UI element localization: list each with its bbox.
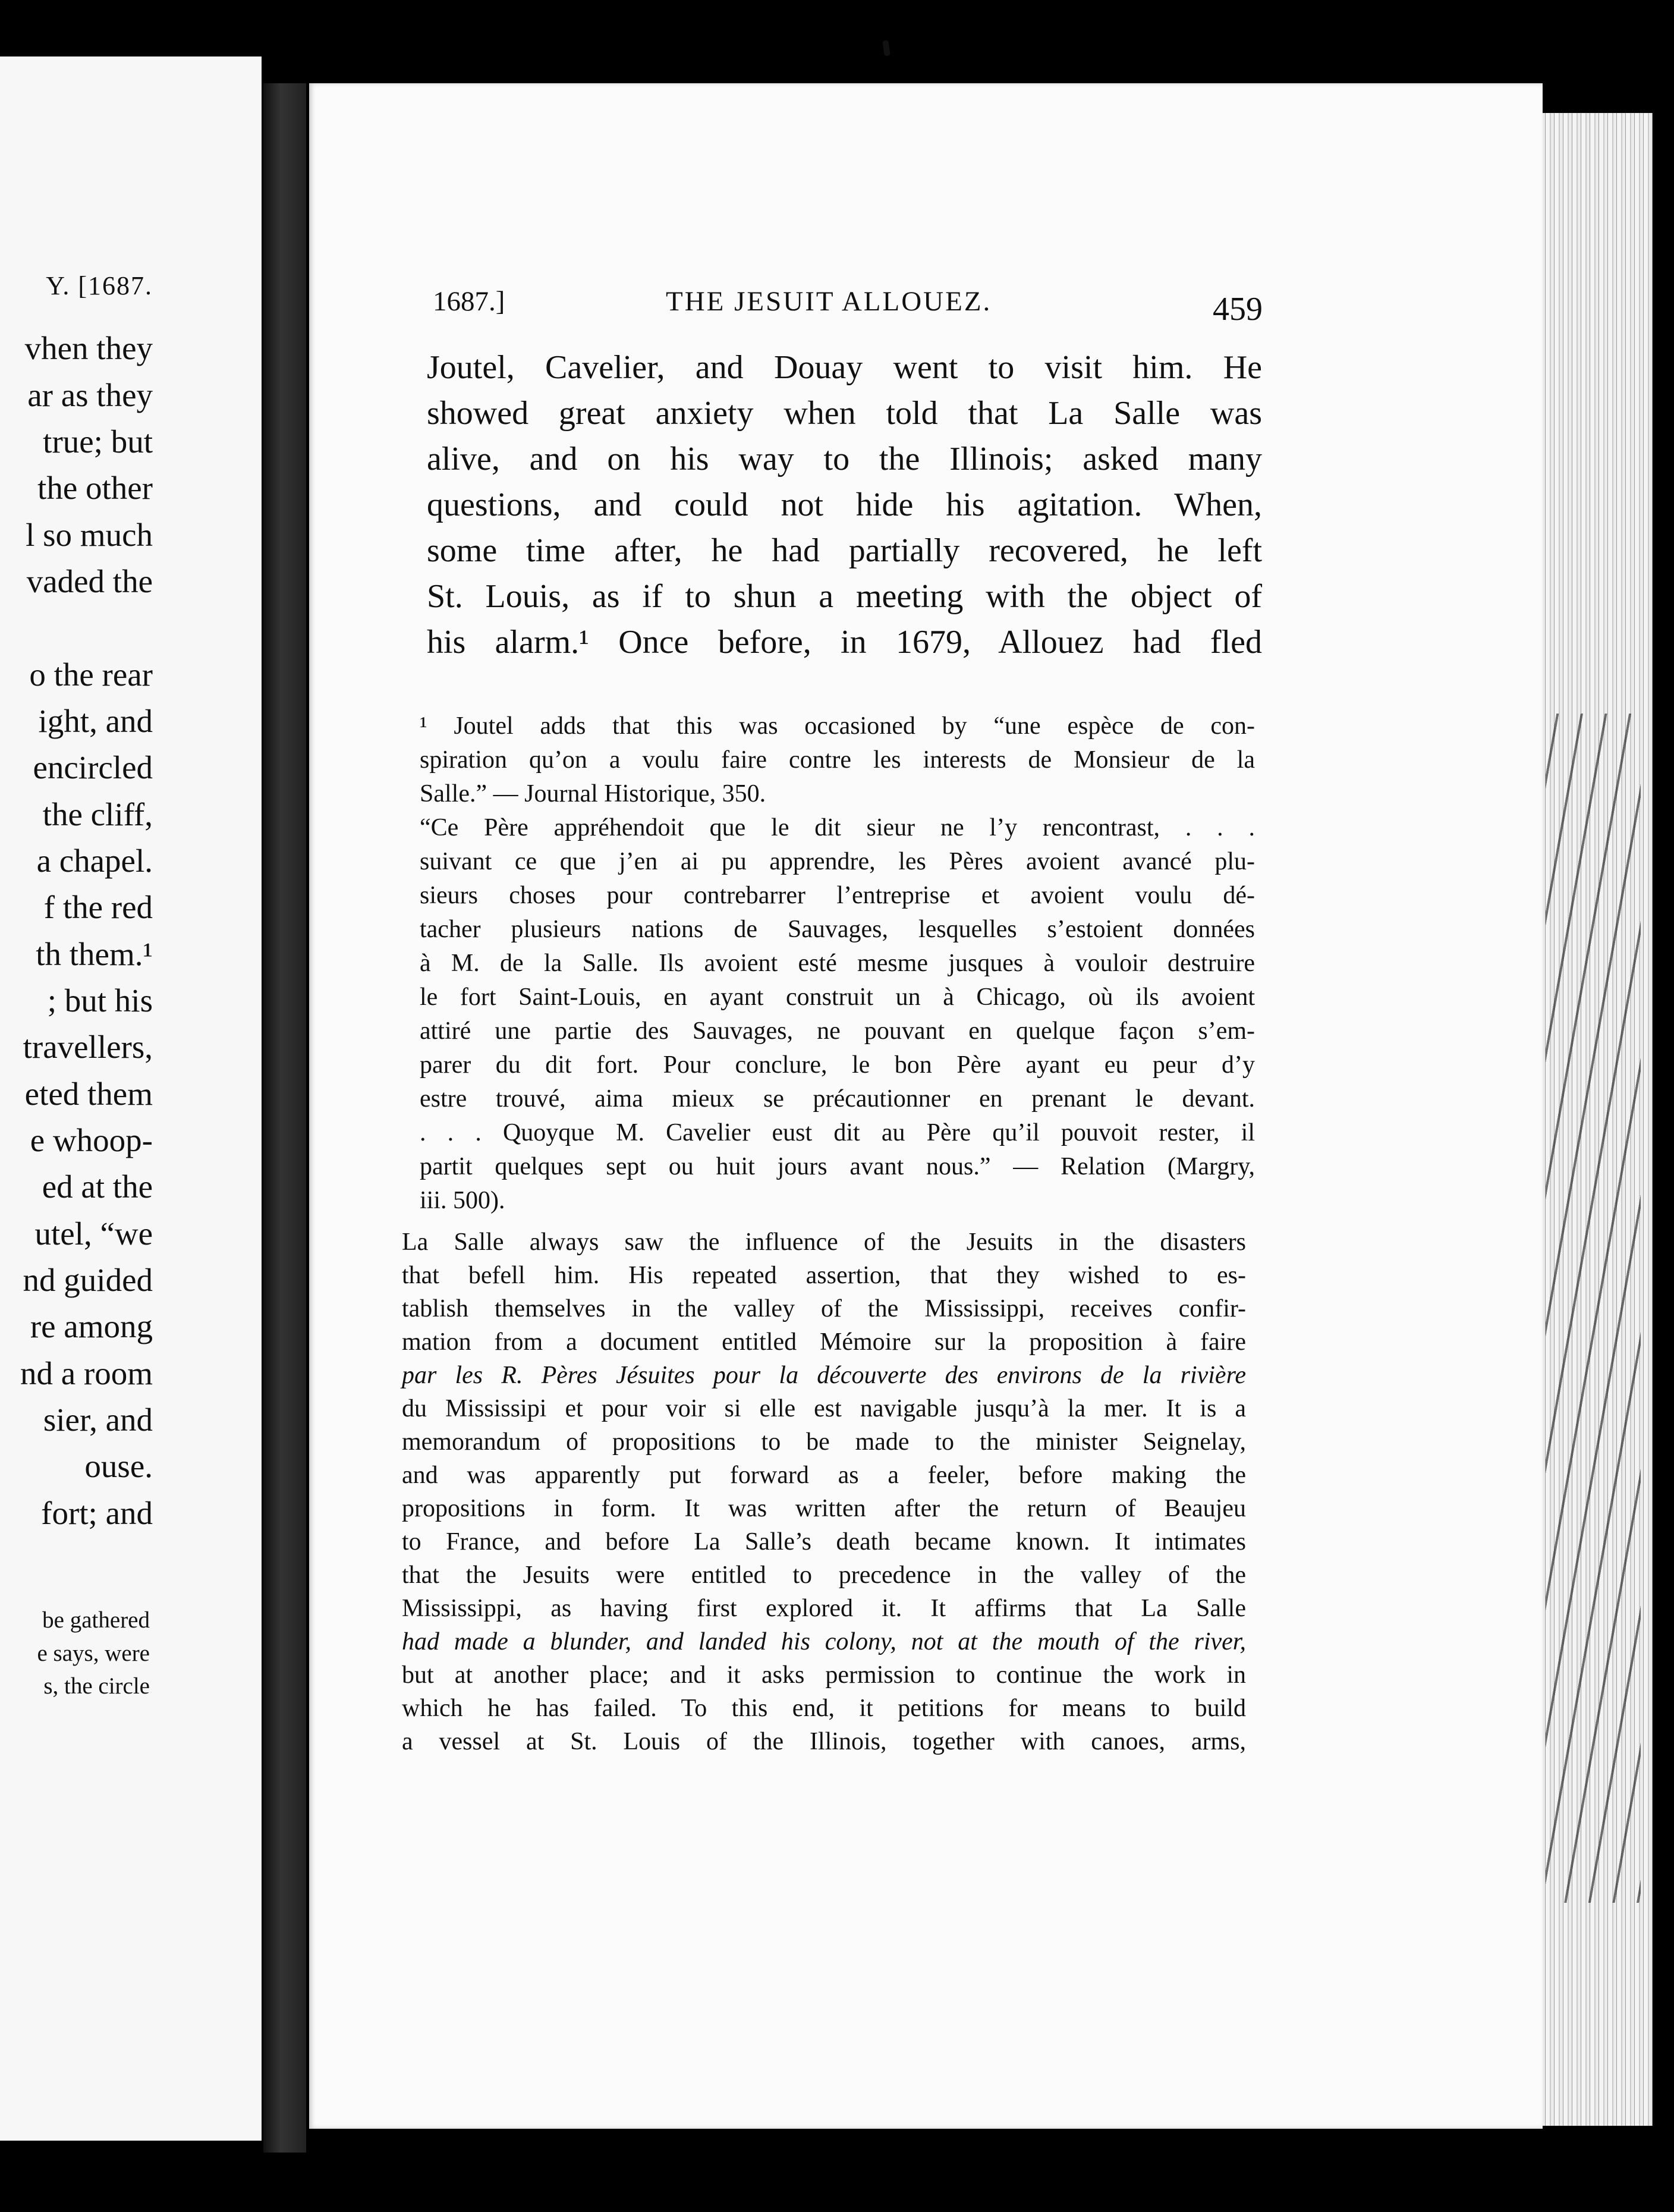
- left-page-line: th them.¹: [36, 936, 153, 972]
- footnote-line: à M. de la Salle. Ils avoient esté mesme jusques à vouloir destruire: [420, 950, 1255, 977]
- footnote-line: ¹ Joutel adds that this was occasioned by “une espèce de con-: [420, 712, 1255, 740]
- left-page-footnote-line: s, the circle: [43, 1673, 150, 1699]
- left-page-line: vaded the: [26, 563, 153, 599]
- left-page-footnote-line: be gathered: [42, 1607, 150, 1633]
- note-line: propositions in form. It was written after the return of Beaujeu: [402, 1495, 1246, 1522]
- note-line: to France, and before La Salle’s death became known. It intimates: [402, 1528, 1246, 1556]
- footnote-line: “Ce Père appréhendoit que le dit sieur ne l’y rencontrast, . . .: [420, 814, 1255, 841]
- note-line: Mississippi, as having first explored it. It affirms that La Salle: [402, 1595, 1246, 1622]
- scan-speck: [882, 40, 891, 56]
- left-facing-page: [0, 56, 262, 2141]
- note-line: tablish themselves in the valley of the Mississippi, receives confir-: [402, 1295, 1246, 1322]
- left-page-running-head: Y. [1687.: [46, 271, 153, 300]
- left-page-line: ouse.: [84, 1448, 153, 1484]
- left-page-line: e whoop-: [30, 1122, 153, 1158]
- left-page-line: encircled: [33, 749, 153, 785]
- body-line: his alarm.¹ Once before, in 1679, Allouez had fled: [427, 624, 1262, 661]
- left-page-line: o the rear: [29, 656, 153, 693]
- left-page-line: nd a room: [20, 1355, 153, 1391]
- note-line: that the Jesuits were entitled to precedence in the valley of the: [402, 1561, 1246, 1589]
- footnote-line: iii. 500).: [420, 1187, 505, 1214]
- note-line: par les R. Pères Jésuites pour la découverte des environs de la rivière: [402, 1362, 1246, 1389]
- page-number: 459: [1213, 291, 1263, 328]
- footnote-line: le fort Saint-Louis, en ayant construit un à Chicago, où ils avoient: [420, 984, 1255, 1011]
- footnote-line: estre trouvé, aima mieux se précautionner en prenant le devant.: [420, 1085, 1255, 1113]
- footnote-line: suivant ce que j’en ai pu apprendre, les Pères avoient avancé plu-: [420, 848, 1255, 875]
- note-line: memorandum of propositions to be made to the minister Seignelay,: [402, 1428, 1246, 1456]
- page-fore-edge-shadow: [1546, 714, 1641, 1903]
- left-page-line: ed at the: [42, 1168, 153, 1205]
- left-page-line: f the red: [43, 889, 153, 925]
- running-head-title: THE JESUIT ALLOUEZ.: [666, 286, 992, 317]
- note-line: mation from a document entitled Mémoire sur la proposition à faire: [402, 1328, 1246, 1356]
- footnote-line: Salle.” — Journal Historique, 350.: [420, 780, 766, 807]
- note-line: La Salle always saw the influence of the Jesuits in the disasters: [402, 1228, 1246, 1256]
- footnote-line: spiration qu’on a voulu faire contre les interests de Monsieur de la: [420, 746, 1255, 774]
- left-page-line: ; but his: [47, 982, 153, 1019]
- footnote-line: tacher plusieurs nations de Sauvages, lesquelles s’estoient données: [420, 916, 1255, 943]
- left-page-line: re among: [30, 1308, 153, 1344]
- left-page-line: a chapel.: [36, 843, 153, 879]
- body-line: showed great anxiety when told that La Salle was: [427, 395, 1262, 432]
- footnote-line: attiré une partie des Sauvages, ne pouvant en quelque façon s’em-: [420, 1017, 1255, 1045]
- left-page-line: l so much: [26, 517, 153, 553]
- book-gutter: [263, 83, 306, 2153]
- left-page-line: utel, “we: [34, 1215, 153, 1252]
- running-head-year: 1687.]: [433, 286, 505, 317]
- note-line: that befell him. His repeated assertion, that they wished to es-: [402, 1262, 1246, 1289]
- body-line: alive, and on his way to the Illinois; asked many: [427, 441, 1262, 477]
- left-page-line: sier, and: [43, 1402, 153, 1438]
- note-line: had made a blunder, and landed his colony, not at the mouth of the river,: [402, 1628, 1246, 1655]
- note-line: a vessel at St. Louis of the Illinois, together with canoes, arms,: [402, 1728, 1246, 1755]
- body-line: some time after, he had partially recovered, he left: [427, 532, 1262, 569]
- left-page-line: ight, and: [38, 703, 153, 739]
- left-page-line: ar as they: [27, 377, 153, 413]
- body-line: questions, and could not hide his agitation. When,: [427, 486, 1262, 523]
- note-line: but at another place; and it asks permission to continue the work in: [402, 1661, 1246, 1689]
- footnote-line: sieurs choses pour contrebarrer l’entreprise et avoient voulu dé-: [420, 882, 1255, 909]
- left-page-line: nd guided: [23, 1262, 153, 1298]
- body-line: Joutel, Cavelier, and Douay went to visit him. He: [427, 349, 1262, 386]
- left-page-line: the other: [37, 470, 153, 506]
- left-page-line: vhen they: [24, 330, 153, 366]
- note-line: which he has failed. To this end, it petitions for means to build: [402, 1695, 1246, 1722]
- left-page-line: true; but: [43, 423, 153, 460]
- left-page-footnote-line: e says, were: [37, 1641, 150, 1666]
- body-line: St. Louis, as if to shun a meeting with the object of: [427, 578, 1262, 615]
- footnote-line: partit quelques sept ou huit jours avant nous.” — Relation (Margry,: [420, 1153, 1255, 1180]
- book-page-459: [309, 83, 1543, 2129]
- footnote-line: . . . Quoyque M. Cavelier eust dit au Père qu’il pouvoit rester, il: [420, 1119, 1255, 1146]
- left-page-line: travellers,: [23, 1029, 153, 1065]
- left-page-line: the cliff,: [42, 796, 153, 832]
- note-line: du Mississipi et pour voir si elle est navigable jusqu’à la mer. It is a: [402, 1395, 1246, 1422]
- left-page-line: fort; and: [41, 1495, 153, 1531]
- note-line: and was apparently put forward as a feeler, before making the: [402, 1462, 1246, 1489]
- left-page-line: eted them: [24, 1076, 153, 1112]
- footnote-line: parer du dit fort. Pour conclure, le bon Père ayant eu peur d’y: [420, 1051, 1255, 1079]
